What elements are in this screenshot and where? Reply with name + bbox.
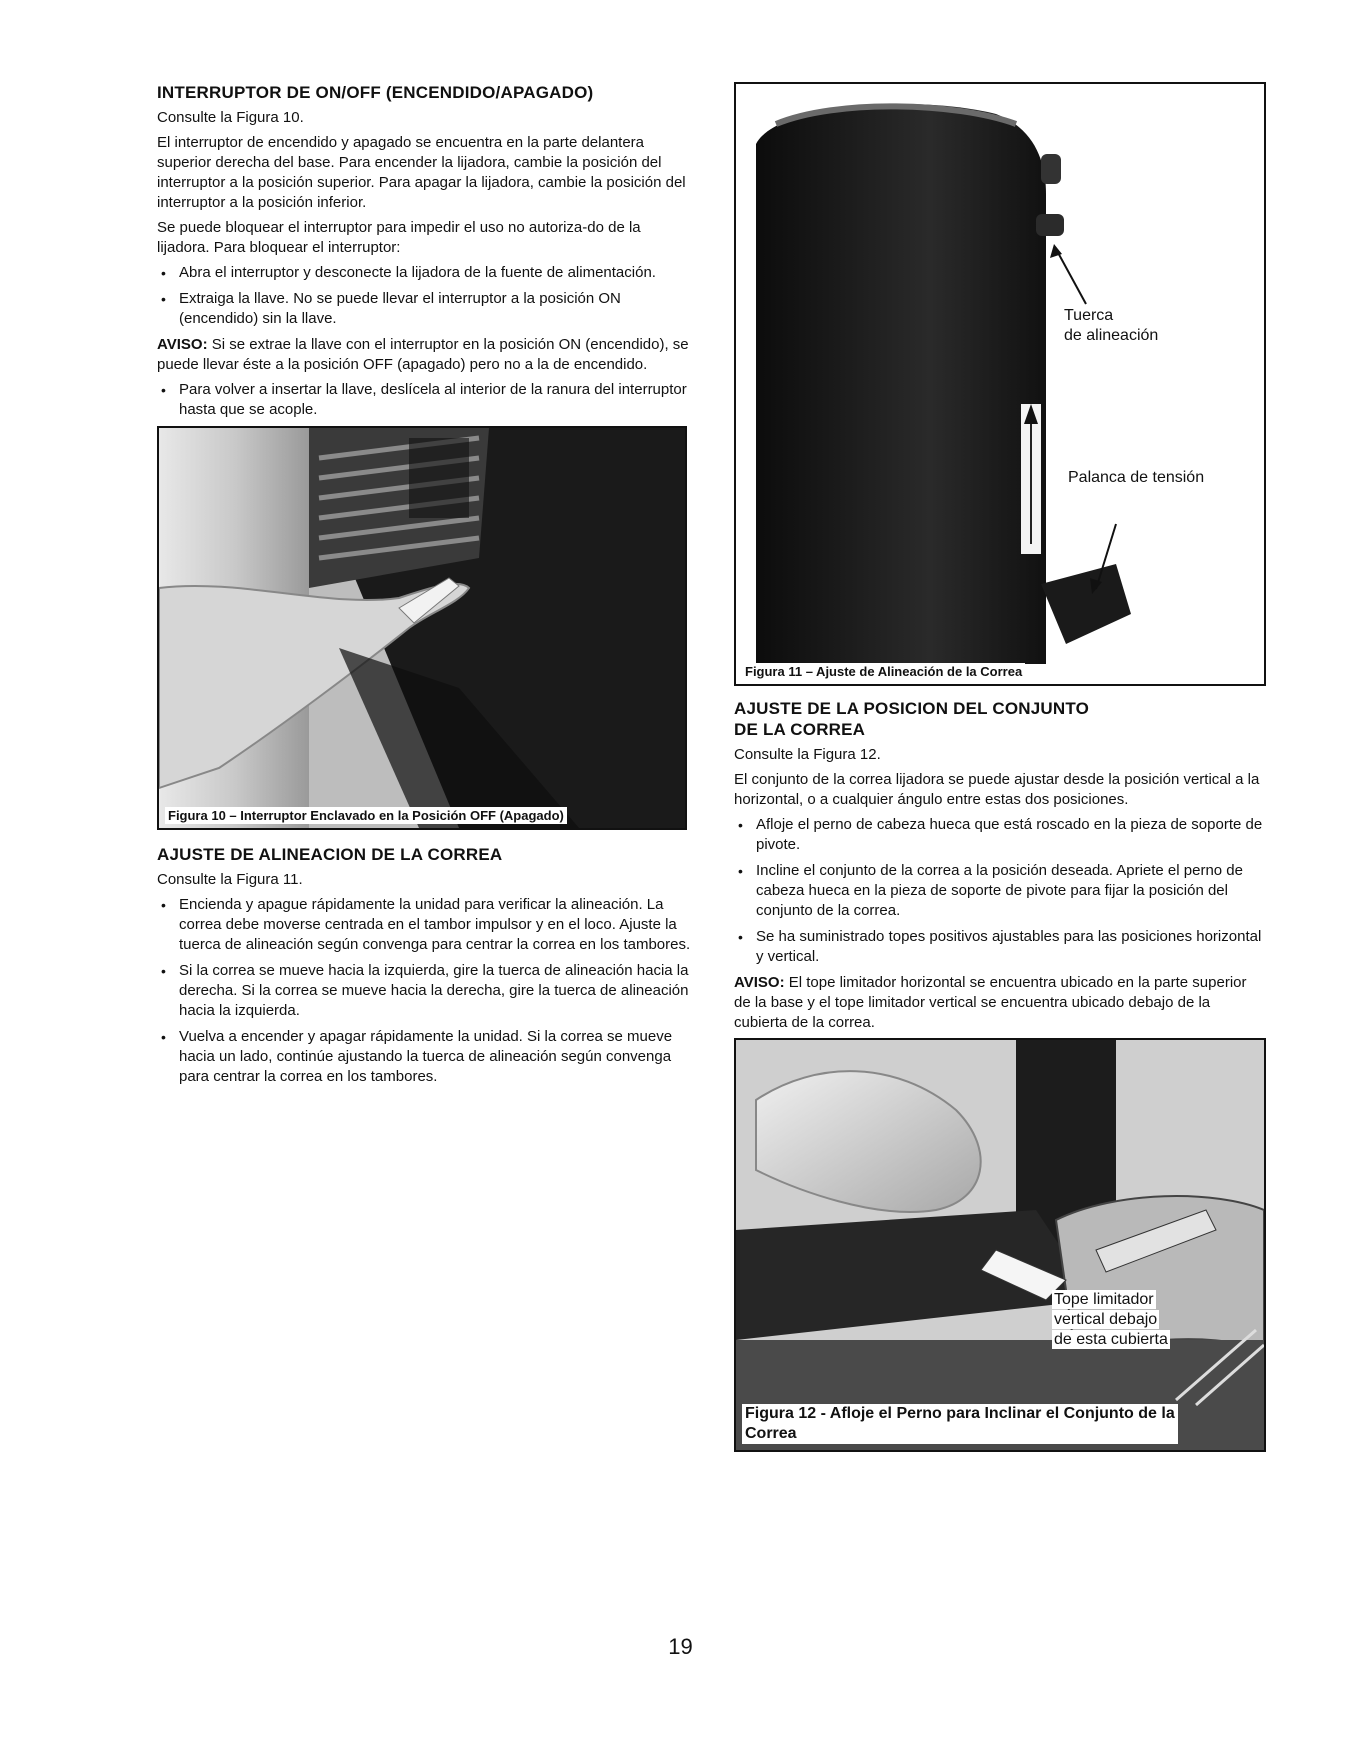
bullet-list	[157, 895, 697, 1087]
list-item: • Incline el conjunto de la correa a la posición deseada. Apriete el perno de cabeza hueca en la pieza de soporte de pivote para fijar la posición del conjunto de la correa.	[734, 861, 1266, 921]
figure-12-caption	[742, 1404, 1178, 1444]
list-item: • Para volver a insertar la llave, deslícela al interior de la ranura del interruptor hasta que se acople.	[157, 380, 697, 420]
figure-11-caption: Figura 11 – Ajuste de Alineación de la Correa	[742, 663, 1025, 680]
list-item: • Se ha suministrado topes positivos ajustables para las posiciones horizontal y vertical.	[734, 927, 1266, 967]
page-number: 19	[668, 1634, 693, 1659]
label-alignment-nut-1: Tuerca	[1064, 307, 1114, 324]
section-title-position-2: DE LA CORREA	[734, 720, 866, 739]
notice-label: AVISO:	[734, 974, 785, 991]
figure-12-photo	[736, 1040, 1264, 1450]
notice-paragraph	[157, 335, 697, 375]
figure-10-caption: Figura 10 – Interruptor Enclavado en la Posición OFF (Apagado)	[165, 807, 567, 824]
figure-reference: Consulte la Figura 12.	[734, 746, 881, 763]
list-item: • Extraiga la llave. No se puede llevar el interruptor a la posición ON (encendido) sin la llave.	[157, 289, 697, 329]
section-title-switch: INTERRUPTOR DE ON/OFF (ENCENDIDO/APAGADO)	[157, 83, 594, 102]
right-column	[734, 82, 1266, 1452]
label-vertical-stop-3: de esta cubierta	[1054, 1331, 1168, 1348]
label-vertical-stop-1: Tope limitador	[1054, 1291, 1154, 1308]
list-item: • Abra el interruptor y desconecte la lijadora de la fuente de alimentación.	[157, 263, 697, 283]
figure-12-caption-line-2: Correa	[745, 1425, 797, 1442]
bullet-list	[734, 815, 1266, 967]
bullet-list	[157, 263, 697, 329]
label-vertical-stop-2: vertical debajo	[1054, 1311, 1158, 1328]
notice-label: AVISO:	[157, 336, 208, 353]
section-title-alignment: AJUSTE DE ALINEACION DE LA CORREA	[157, 845, 503, 864]
left-column	[157, 82, 697, 1093]
label-alignment-nut-2: de alineación	[1064, 327, 1159, 344]
paragraph: El interruptor de encendido y apagado se encuentra en la parte delantera superior derecha del base. Para encender la lijadora, cambie la posición del interruptor a la posición superior. Para apagar la lijadora, cambie la posición del interruptor a la posición inferior.	[157, 134, 686, 211]
figure-10	[157, 426, 687, 830]
figure-11-photo	[736, 84, 1264, 684]
list-item: • Vuelva a encender y apagar rápidamente la unidad. Si la correa se mueve hacia un lado, continúe ajustando la tuerca de alineación según convenga para centrar la correa en los tambores.	[157, 1027, 697, 1087]
figure-reference: Consulte la Figura 11.	[157, 871, 303, 888]
list-item: • Encienda y apague rápidamente la unidad para verificar la alineación. La correa debe moverse centrada en el tambor impulsor y en el loco. Ajuste la tuerca de alineación según convenga para centrar la correa en los tambores.	[157, 895, 697, 955]
figure-11	[734, 82, 1266, 686]
list-item: • Si la correa se mueve hacia la izquierda, gire la tuerca de alineación hacia la derecha. Si la correa se mueve hacia la derecha, gire la tuerca de alineación hacia la izquierda.	[157, 961, 697, 1021]
figure-10-photo	[159, 428, 685, 828]
label-tension-lever: Palanca de tensión	[1068, 469, 1205, 486]
bullet-list	[157, 380, 697, 420]
paragraph: Se puede bloquear el interruptor para impedir el uso no autoriza-do de la lijadora. Para bloquear el interruptor:	[157, 219, 641, 256]
list-item: • Afloje el perno de cabeza hueca que está roscado en la pieza de soporte de pivote.	[734, 815, 1266, 855]
figure-reference: Consulte la Figura 10.	[157, 109, 304, 126]
figure-12-caption-line-1: Figura 12 - Afloje el Perno para Inclinar el Conjunto de la	[745, 1405, 1175, 1422]
notice-text: El tope limitador horizontal se encuentra ubicado en la parte superior de la base y el tope limitador vertical se encuentra ubicado debajo de la cubierta de la correa.	[734, 974, 1247, 1031]
section-title-position-1: AJUSTE DE LA POSICION DEL CONJUNTO	[734, 699, 1090, 718]
figure-12	[734, 1038, 1266, 1452]
notice-paragraph	[734, 973, 1266, 1033]
notice-text: Si se extrae la llave con el interruptor en la posición ON (encendido), se puede llevar éste a la posición OFF (apagado) pero no a la de encendido.	[157, 336, 689, 373]
paragraph: El conjunto de la correa lijadora se puede ajustar desde la posición vertical a la horizontal, o a cualquier ángulo entre estas dos posiciones.	[734, 771, 1260, 808]
